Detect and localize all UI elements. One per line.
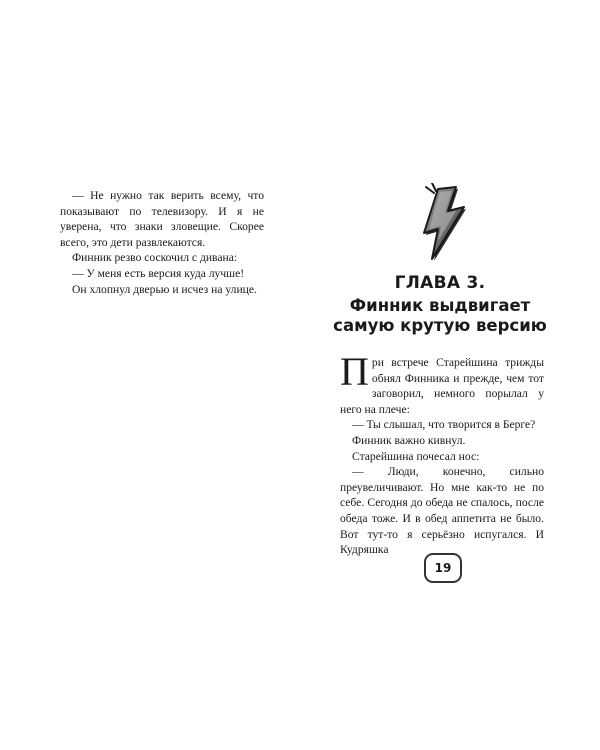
paragraph: Старейшина почесал нос:: [352, 449, 480, 463]
chapter-title: [330, 296, 550, 336]
drop-cap: П: [340, 349, 369, 394]
paragraph-text: ри встрече Старейшина трижды обнял Финника и прежде, чем тот заговорил, немного порылал у него на плече:: [340, 356, 544, 416]
paragraph: Финник важно кивнул.: [352, 433, 466, 447]
left-page-text: [60, 188, 264, 297]
paragraph: Финник резво соскочил с дивана:: [72, 251, 238, 265]
paragraph: — Люди, конечно, сильно преувеличивают. Но мне как-то не по себе. Сегодня до обеда не спалось, после обеда тоже. И в обед аппетита не было. Вот тут-то я серьёзно испугался. И Кудряшка: [340, 465, 544, 557]
paragraph: Он хлопнул дверью и исчез на улице.: [72, 282, 257, 296]
right-page-text: [340, 349, 544, 558]
first-paragraph: [340, 349, 544, 417]
paragraph: — Ты слышал, что творится в Берге?: [352, 418, 536, 432]
paragraph: — У меня есть версия куда лучше!: [72, 266, 245, 280]
lightning-bolt-icon: [412, 183, 468, 261]
paragraph: — Не нужно так верить всему, что показывают по телевизору. И я не уверена, что знаки зловещие. Скорее всего, это дети развлекаются.: [60, 189, 264, 249]
chapter-title-line: самую крутую версию: [333, 316, 547, 335]
chapter-title-line: Финник выдвигает: [349, 296, 531, 315]
chapter-number: ГЛАВА 3.: [394, 273, 486, 293]
page-number: 19: [424, 553, 462, 583]
